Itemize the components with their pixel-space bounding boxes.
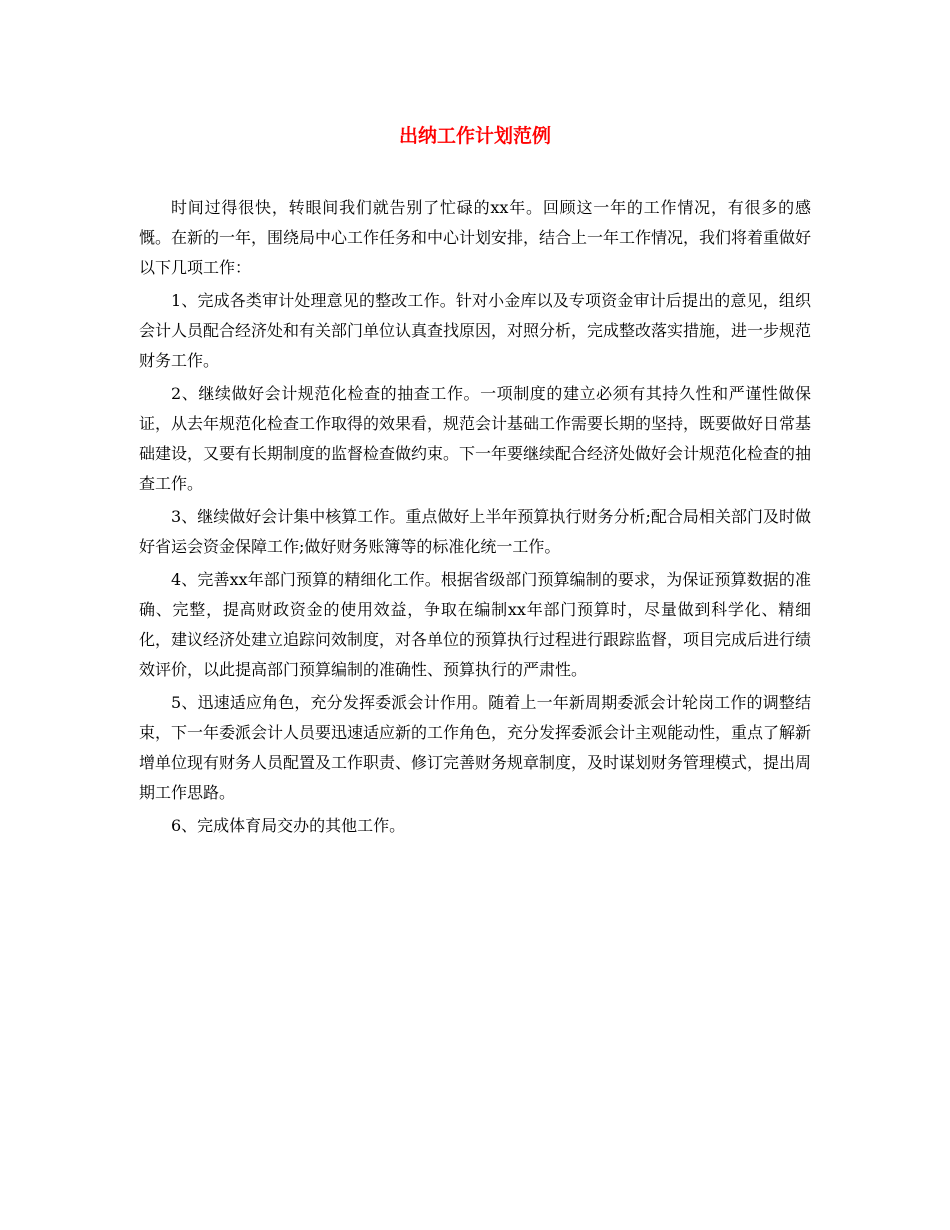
paragraph-item-6: 6、完成体育局交办的其他工作。 <box>171 816 406 835</box>
document-title: 出纳工作计划范例 <box>398 125 551 147</box>
paragraph-intro: 时间过得很快，转眼间我们就告别了忙碌的xx年。回顾这一年的工作情况，有很多的感慨。在新的一年，围绕局中心工作任务和中心计划安排，结合上一年工作情况，我们将着重做好以下几项工作： <box>139 198 812 277</box>
paragraph-item-5: 5、迅速适应角色，充分发挥委派会计作用。随着上一年新周期委派会计轮岗工作的调整结束，下一年委派会计人员要迅速适应新的工作角色，充分发挥委派会计主观能动性，重点了解新增单位现有财务人员配置及工作职责、修订完善财务规章制度，及时谋划财务管理模式，提出周期工作思路。 <box>139 693 812 802</box>
document-body <box>139 193 811 844</box>
paragraph-item-1: 1、完成各类审计处理意见的整改工作。针对小金库以及专项资金审计后提出的意见，组织会计人员配合经济处和有关部门单位认真查找原因，对照分析，完成整改落实措施，进一步规范财务工作。 <box>139 291 812 370</box>
paragraph-item-3: 3、继续做好会计集中核算工作。重点做好上半年预算执行财务分析;配合局相关部门及时做好省运会资金保障工作;做好财务账簿等的标准化统一工作。 <box>139 507 811 556</box>
paragraph-item-4: 4、完善xx年部门预算的精细化工作。根据省级部门预算编制的要求，为保证预算数据的准确、完整，提高财政资金的使用效益，争取在编制xx年部门预算时，尽量做到科学化、精细化，建议经济处建立追踪问效制度，对各单位的预算执行过程进行跟踪监督，项目完成后进行绩效评价，以此提高部门预算编制的准确性、预算执行的严肃性。 <box>139 570 812 679</box>
paragraph-item-2: 2、继续做好会计规范化检查的抽查工作。一项制度的建立必须有其持久性和严谨性做保证，从去年规范化检查工作取得的效果看，规范会计基础工作需要长期的坚持，既要做好日常基础建设，又要有长期制度的监督检查做约束。下一年要继续配合经济处做好会计规范化检查的抽查工作。 <box>139 384 812 493</box>
